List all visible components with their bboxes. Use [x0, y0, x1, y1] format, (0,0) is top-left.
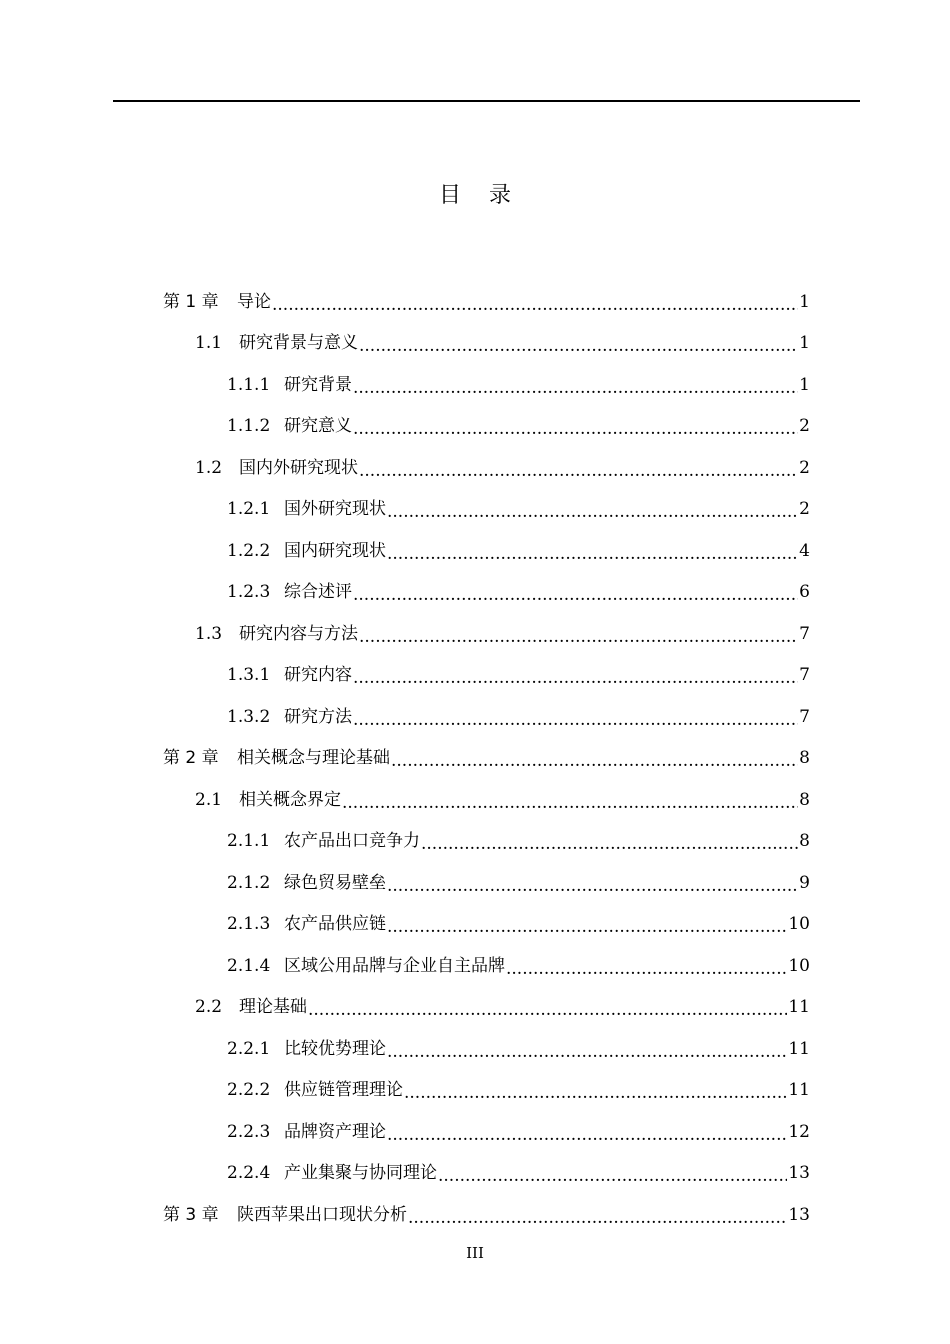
toc-entry-title: 综合述评: [284, 582, 352, 603]
toc-entry-page: 10: [788, 914, 810, 935]
toc-dot-leader: [404, 1083, 787, 1103]
toc-entry-title: 导论: [237, 291, 271, 312]
toc-entry-page: 12: [788, 1121, 810, 1142]
toc-entry[interactable]: [227, 696, 810, 738]
toc-dot-leader: [387, 917, 787, 937]
toc-dot-leader: [359, 461, 798, 481]
toc-entry-title: 相关概念界定: [239, 789, 341, 810]
toc-entry-title: 研究内容与方法: [239, 623, 358, 644]
toc-entry-page: 1: [799, 291, 810, 312]
toc-entry-title: 相关概念与理论基础: [237, 748, 390, 769]
toc-entry[interactable]: [195, 779, 810, 821]
toc-entry-number: 2.2: [195, 997, 223, 1018]
toc-entry-title: 研究方法: [284, 706, 352, 727]
toc-entry-page: 11: [788, 1080, 810, 1101]
toc-dot-leader: [387, 502, 798, 522]
toc-dot-leader: [506, 959, 787, 979]
toc-dot-leader: [342, 793, 798, 813]
toc-dot-leader: [387, 544, 798, 564]
toc-entry-title: 供应链管理理论: [284, 1080, 403, 1101]
toc-entry[interactable]: [227, 904, 810, 946]
toc-entry[interactable]: [163, 281, 810, 323]
toc-dot-leader: [308, 1000, 787, 1020]
toc-entry-page: 8: [799, 831, 810, 852]
toc-entry[interactable]: [227, 489, 810, 531]
toc-entry[interactable]: [227, 406, 810, 448]
toc-entry-number: 第 3 章: [163, 1204, 219, 1225]
toc-entry-number: 2.1.1: [227, 831, 271, 852]
toc-entry-title: 农产品供应链: [284, 914, 386, 935]
toc-entry-number: 第 1 章: [163, 291, 219, 312]
toc-dot-leader: [272, 295, 798, 315]
toc-entry[interactable]: [163, 1194, 810, 1236]
toc-dot-leader: [408, 1208, 787, 1228]
toc-entry-page: 13: [788, 1163, 810, 1184]
toc-entry-number: 第 2 章: [163, 748, 219, 769]
toc-entry[interactable]: [195, 613, 810, 655]
toc-entry-page: 8: [799, 748, 810, 769]
toc-dot-leader: [359, 627, 798, 647]
toc-entry-page: 11: [788, 1038, 810, 1059]
toc-entry[interactable]: [227, 945, 810, 987]
toc-entry-title: 国内研究现状: [284, 540, 386, 561]
toc-entry[interactable]: [195, 323, 810, 365]
toc-dot-leader: [353, 419, 798, 439]
toc-entry-title: 农产品出口竞争力: [284, 831, 420, 852]
page-title: 目 录: [439, 183, 511, 208]
toc-entry-page: 8: [799, 789, 810, 810]
toc-entry-page: 1: [799, 333, 810, 354]
toc-entry-number: 2.1.3: [227, 914, 271, 935]
toc-entry[interactable]: [227, 1111, 810, 1153]
toc-entry[interactable]: [227, 655, 810, 697]
toc-entry-number: 1.2: [195, 457, 223, 478]
toc-entry[interactable]: [163, 738, 810, 780]
toc-entry-number: 1.2.1: [227, 499, 271, 520]
toc-entry-title: 区域公用品牌与企业自主品牌: [284, 955, 505, 976]
toc-dot-leader: [387, 1042, 787, 1062]
toc-entry-title: 产业集聚与协同理论: [284, 1163, 437, 1184]
toc-entry-title: 品牌资产理论: [284, 1121, 386, 1142]
toc-entry-number: 1.3.2: [227, 706, 271, 727]
toc-entry-number: 2.1.4: [227, 955, 271, 976]
toc-entry[interactable]: [227, 1028, 810, 1070]
toc-entry-page: 7: [799, 623, 810, 644]
toc-entry[interactable]: [227, 1153, 810, 1195]
toc-entry[interactable]: [227, 364, 810, 406]
toc-entry-number: 1.1.2: [227, 416, 271, 437]
toc-entry-number: 1.3.1: [227, 665, 271, 686]
toc-dot-leader: [421, 834, 798, 854]
toc-entry-page: 2: [799, 457, 810, 478]
toc-entry-page: 7: [799, 665, 810, 686]
toc-entry-title: 陕西苹果出口现状分析: [237, 1204, 407, 1225]
toc-dot-leader: [353, 668, 798, 688]
toc-entry-number: 2.1.2: [227, 872, 271, 893]
toc-entry-title: 绿色贸易壁垒: [284, 872, 386, 893]
toc-entry-page: 13: [788, 1204, 810, 1225]
toc-entry[interactable]: [227, 572, 810, 614]
toc-entry-number: 2.2.3: [227, 1121, 271, 1142]
toc-entry-page: 11: [788, 997, 810, 1018]
toc-dot-leader: [353, 585, 798, 605]
toc-entry[interactable]: [227, 1070, 810, 1112]
toc-entry-page: 9: [799, 872, 810, 893]
toc-entry-number: 1.2.3: [227, 582, 271, 603]
toc-entry-page: 4: [799, 540, 810, 561]
toc-entry-title: 研究内容: [284, 665, 352, 686]
toc-entry-title: 理论基础: [239, 997, 307, 1018]
toc-entry-number: 1.2.2: [227, 540, 271, 561]
toc-dot-leader: [387, 1125, 787, 1145]
toc-entry[interactable]: [227, 530, 810, 572]
toc-entry-number: 1.1.1: [227, 374, 271, 395]
toc-entry-title: 研究背景: [284, 374, 352, 395]
toc-entry-page: 7: [799, 706, 810, 727]
toc-dot-leader: [353, 378, 798, 398]
toc-entry-title: 比较优势理论: [284, 1038, 386, 1059]
toc-entry-page: 6: [799, 582, 810, 603]
toc-entry-number: 1.1: [195, 333, 223, 354]
toc-entry-title: 研究意义: [284, 416, 352, 437]
toc-entry[interactable]: [195, 447, 810, 489]
toc-entry-page: 1: [799, 374, 810, 395]
toc-entry-title: 研究背景与意义: [239, 333, 358, 354]
toc-dot-leader: [387, 876, 798, 896]
toc-entry-number: 2.2.2: [227, 1080, 271, 1101]
toc-dot-leader: [359, 336, 798, 356]
toc-entry-page: 2: [799, 499, 810, 520]
toc-dot-leader: [391, 751, 798, 771]
page-number: III: [466, 1244, 484, 1262]
toc-entry-title: 国内外研究现状: [239, 457, 358, 478]
toc-entry-number: 2.2.4: [227, 1163, 271, 1184]
toc-entry[interactable]: [227, 821, 810, 863]
toc-entry[interactable]: [227, 862, 810, 904]
toc-dot-leader: [353, 710, 798, 730]
header-rule: [113, 100, 860, 102]
toc-dot-leader: [438, 1166, 787, 1186]
toc-entry-title: 国外研究现状: [284, 499, 386, 520]
toc-entry[interactable]: [195, 987, 810, 1029]
toc-entry-page: 10: [788, 955, 810, 976]
toc-entry-number: 2.1: [195, 789, 223, 810]
toc-entry-page: 2: [799, 416, 810, 437]
toc-entry-number: 1.3: [195, 623, 223, 644]
toc-entry-number: 2.2.1: [227, 1038, 271, 1059]
